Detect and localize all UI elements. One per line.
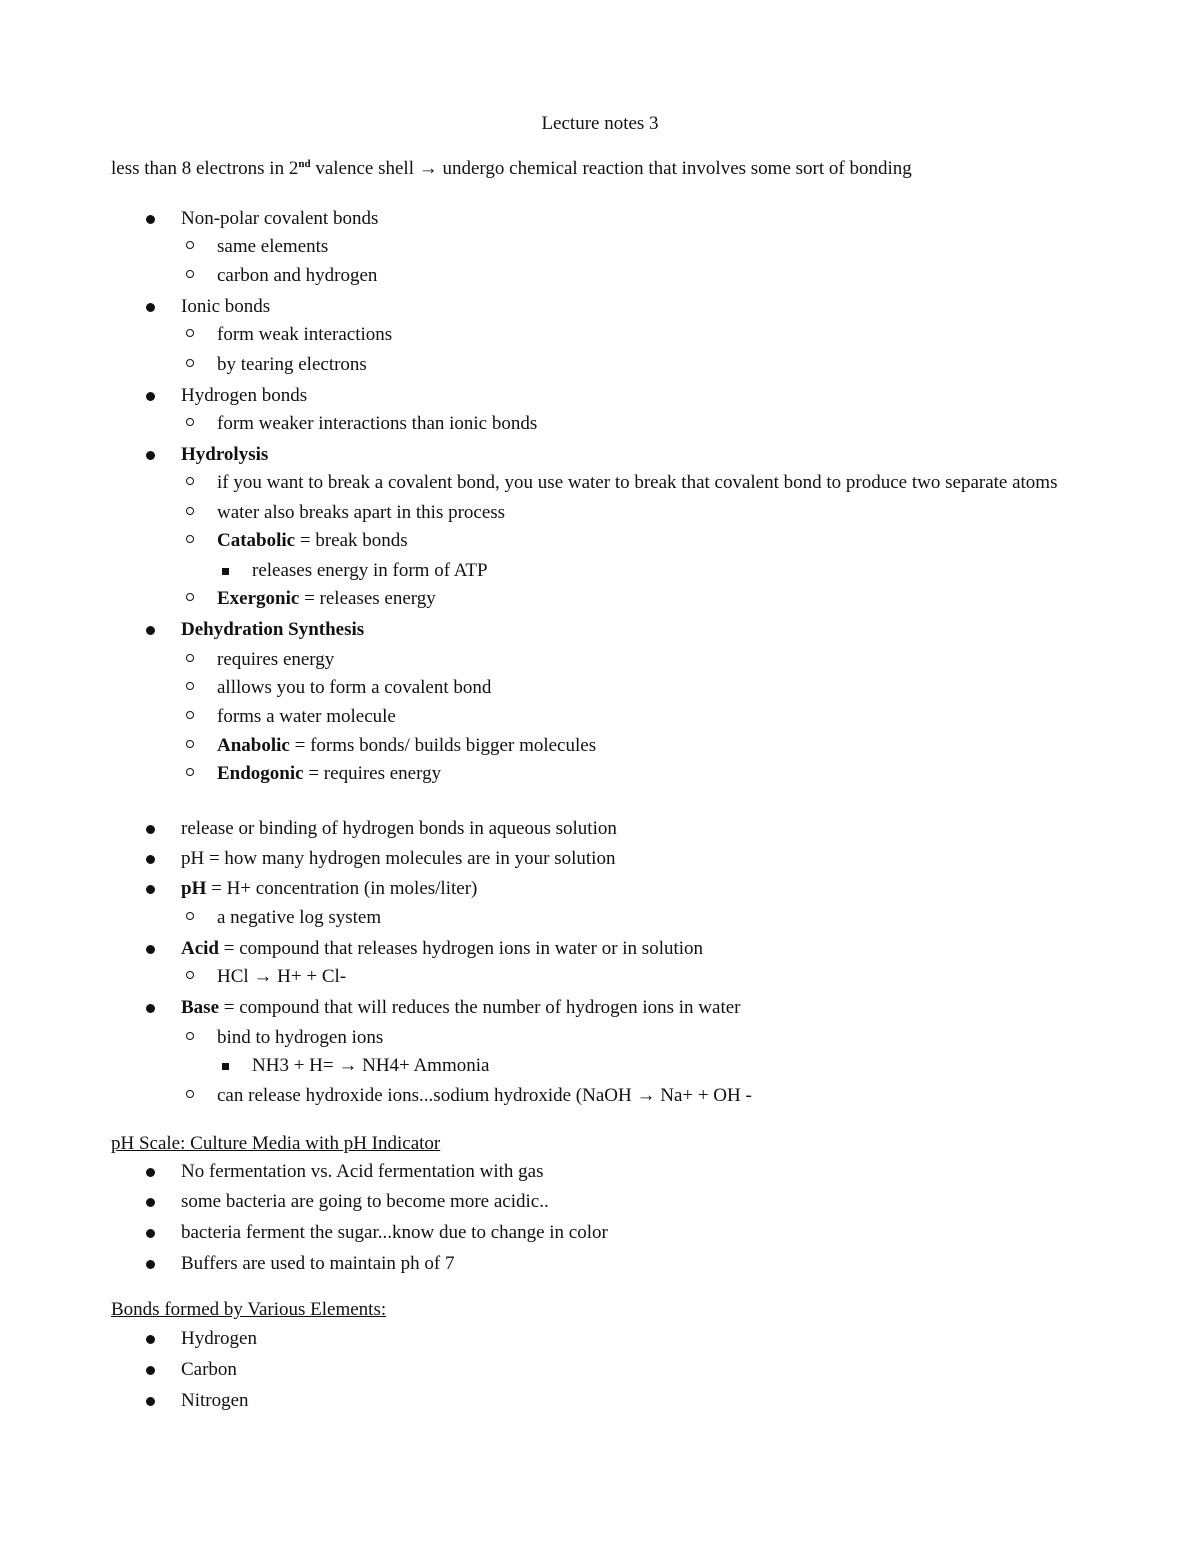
item-text: [217, 734, 596, 758]
item-text: a negative log system: [217, 907, 382, 928]
term-bold: pH: [181, 878, 207, 899]
item-text: HCl → H+ + Cl-: [217, 966, 347, 987]
term-bold: Anabolic: [217, 735, 290, 756]
page-title: Lecture notes 3: [541, 113, 659, 134]
term-bold: Dehydration Synthesis: [181, 619, 365, 640]
item-text: same elements: [217, 236, 329, 257]
item-text: Nitrogen: [181, 1390, 249, 1411]
item-text: Buffers are used to maintain ph of 7: [181, 1253, 455, 1274]
item-text: [181, 996, 740, 1020]
item-text: Hydrogen: [181, 1328, 257, 1349]
term-bold: Endogonic: [217, 763, 304, 784]
term-bold: Exergonic: [217, 588, 300, 609]
item-text: form weak interactions: [217, 324, 393, 345]
term-definition: = releases energy: [299, 588, 436, 609]
item-text: forms a water molecule: [217, 706, 396, 727]
item-text: [181, 443, 268, 467]
item-text: [217, 762, 441, 786]
intro-text-start: less than 8 electrons in 2: [111, 158, 299, 179]
item-text: [217, 529, 408, 553]
item-text: Non-polar covalent bonds: [181, 208, 379, 229]
term-bold: Hydrolysis: [181, 444, 269, 465]
item-text: bacteria ferment the sugar...know due to change in color: [181, 1222, 608, 1243]
section-heading-elements: Bonds formed by Various Elements:: [111, 1299, 387, 1320]
item-text: requires energy: [217, 649, 335, 670]
item-text: some bacteria are going to become more acidic..: [181, 1191, 549, 1212]
intro-text-end: valence shell → undergo chemical reaction that involves some sort of bonding: [310, 158, 912, 179]
item-text: alllows you to form a covalent bond: [217, 677, 492, 698]
term-definition: = compound that releases hydrogen ions in water or in solution: [219, 938, 704, 959]
item-text: [217, 587, 436, 611]
item-text: carbon and hydrogen: [217, 265, 378, 286]
item-text: if you want to break a covalent bond, you use water to break that covalent bond to produce two separate atoms: [217, 472, 1058, 493]
item-text: form weaker interactions than ionic bonds: [217, 413, 538, 434]
item-text: bind to hydrogen ions: [217, 1027, 384, 1048]
item-text: [181, 618, 364, 642]
term-definition: = break bonds: [295, 530, 408, 551]
term-definition: = H+ concentration (in moles/liter): [206, 878, 478, 899]
item-text: by tearing electrons: [217, 354, 367, 375]
item-text: NH3 + H= → NH4+ Ammonia: [252, 1055, 490, 1076]
term-bold: Base: [181, 997, 219, 1018]
item-text: No fermentation vs. Acid fermentation with gas: [181, 1161, 544, 1182]
item-text: can release hydroxide ions...sodium hydroxide (NaOH → Na+ + OH -: [217, 1085, 752, 1106]
term-definition: = forms bonds/ builds bigger molecules: [289, 735, 597, 756]
term-definition: = compound that will reduces the number of hydrogen ions in water: [219, 997, 741, 1018]
section-heading-ph-scale: pH Scale: Culture Media with pH Indicator: [111, 1133, 441, 1154]
ordinal-superscript: nd: [298, 158, 311, 170]
item-text: [181, 937, 703, 961]
item-text: water also breaks apart in this process: [217, 502, 506, 523]
item-text: [181, 877, 477, 901]
item-text: pH = how many hydrogen molecules are in your solution: [181, 848, 616, 869]
intro-line: [111, 157, 912, 181]
item-text: releases energy in form of ATP: [252, 560, 488, 581]
item-text: Carbon: [181, 1359, 237, 1380]
item-text: release or binding of hydrogen bonds in aqueous solution: [181, 818, 617, 839]
term-bold: Acid: [181, 938, 219, 959]
item-text: Hydrogen bonds: [181, 385, 308, 406]
term-bold: Catabolic: [217, 530, 296, 551]
term-definition: = requires energy: [303, 763, 442, 784]
item-text: Ionic bonds: [181, 296, 271, 317]
